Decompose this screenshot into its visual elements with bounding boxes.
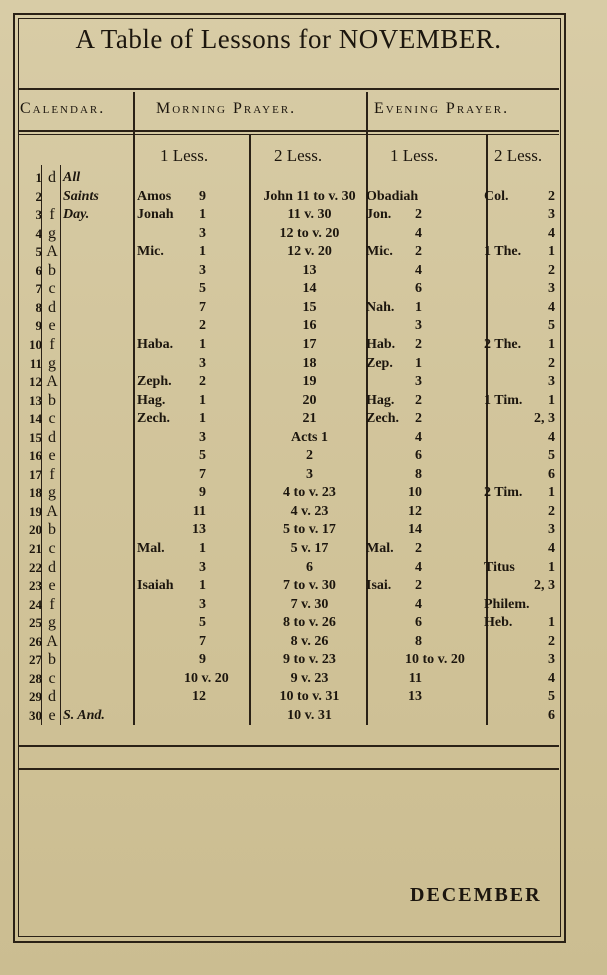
evening-first-chapter: 3 xyxy=(415,374,422,390)
table-row xyxy=(0,558,607,577)
feast-name: All xyxy=(63,170,81,185)
evening-first-chapter: 11 xyxy=(408,670,422,686)
dominical-letter: A xyxy=(46,373,58,391)
morning-first-chapter: 1 xyxy=(199,207,206,223)
table-row xyxy=(0,298,607,317)
day-number: 22 xyxy=(29,559,42,575)
day-number: 4 xyxy=(35,225,42,241)
header-morning-prayer: Morning Prayer. xyxy=(156,100,297,117)
table-row xyxy=(0,409,607,428)
morning-second-lesson: 4 to v. 23 xyxy=(283,485,336,501)
morning-second-lesson: John 11 to v. 30 xyxy=(263,188,356,204)
morning-first-book: Mic. xyxy=(137,244,164,260)
subheader-morning-first: 1 Less. xyxy=(160,146,209,165)
dominical-letter: e xyxy=(48,577,56,595)
table-row xyxy=(0,354,607,373)
dominical-letter: g xyxy=(48,224,56,242)
evening-first-chapter: 2 xyxy=(415,207,422,223)
evening-first-chapter: 10 xyxy=(408,485,422,501)
evening-second-book: 2 Tim. xyxy=(484,485,523,501)
dominical-letter: g xyxy=(48,354,56,372)
table-row xyxy=(0,242,607,261)
morning-first-chapter: 7 xyxy=(199,466,206,482)
evening-second-chapter: 1 xyxy=(548,244,555,260)
evening-first-chapter: 4 xyxy=(415,559,422,575)
subheader-evening-first: 1 Less. xyxy=(390,146,439,165)
evening-first-book: Hag. xyxy=(366,392,395,408)
morning-first-book: Haba. xyxy=(137,336,174,352)
dominical-letter: c xyxy=(48,280,56,298)
morning-second-lesson: 15 xyxy=(302,299,317,315)
evening-second-chapter: 1 xyxy=(548,392,555,408)
header-rule-2 xyxy=(18,134,559,135)
subheader-morning-second: 2 Less. xyxy=(274,146,323,165)
morning-first-chapter: 13 xyxy=(192,522,206,538)
dominical-letter: f xyxy=(49,595,55,613)
morning-first-chapter: 1 xyxy=(199,336,206,352)
evening-first-chapter: 2 xyxy=(415,244,422,260)
evening-second-chapter: 3 xyxy=(548,374,555,390)
header-calendar: Calendar. xyxy=(20,100,106,117)
day-number: 13 xyxy=(29,392,42,408)
evening-second-book: Heb. xyxy=(484,615,513,631)
evening-first-chapter: 2 xyxy=(415,541,422,556)
day-number: 26 xyxy=(29,633,42,649)
table-row xyxy=(0,446,607,465)
day-number: 19 xyxy=(29,503,42,519)
morning-second-lesson: 3 xyxy=(306,466,313,482)
table-row xyxy=(0,539,607,558)
evening-first-book: Mal. xyxy=(366,541,394,556)
dominical-letter: f xyxy=(49,335,55,353)
morning-second-lesson: 10 to v. 31 xyxy=(279,689,340,705)
evening-second-chapter: 4 xyxy=(548,299,555,315)
morning-first-chapter: 3 xyxy=(199,355,206,371)
morning-first-chapter: 3 xyxy=(199,596,206,612)
table-row xyxy=(0,465,607,484)
evening-first-book: Obadiah xyxy=(366,188,419,204)
morning-second-lesson: 9 v. 23 xyxy=(290,670,329,686)
evening-first-chapter: 8 xyxy=(415,633,422,649)
table-row xyxy=(0,502,607,521)
day-number: 8 xyxy=(35,299,42,315)
table-row xyxy=(0,650,607,669)
feast-name: Saints xyxy=(63,188,99,204)
header-rule xyxy=(18,130,559,132)
table-row xyxy=(0,706,607,725)
morning-first-chapter: 9 xyxy=(199,652,206,668)
morning-first-book: Mal. xyxy=(137,541,165,556)
morning-first-book: Zeph. xyxy=(137,374,172,390)
table-row xyxy=(0,483,607,502)
day-number: 28 xyxy=(29,670,42,686)
dominical-letter: d xyxy=(48,298,56,316)
table-row xyxy=(0,669,607,688)
day-number: 1 xyxy=(35,170,42,185)
morning-first-chapter: 3 xyxy=(199,225,206,241)
morning-second-lesson: 8 v. 26 xyxy=(290,633,329,649)
evening-first-chapter: 4 xyxy=(415,225,422,241)
morning-first-book: Amos xyxy=(137,188,172,204)
evening-second-chapter: 2 xyxy=(548,262,555,278)
table-row xyxy=(0,613,607,632)
day-number: 27 xyxy=(29,652,42,668)
evening-second-chapter: 1 xyxy=(548,336,555,352)
morning-second-lesson: 6 xyxy=(306,559,313,575)
day-number: 16 xyxy=(29,448,42,464)
evening-first-chapter: 14 xyxy=(408,522,422,538)
morning-first-chapter: 1 xyxy=(199,411,206,427)
morning-first-chapter: 1 xyxy=(199,244,206,260)
dominical-letter: e xyxy=(48,447,56,465)
evening-first-chapter: 6 xyxy=(415,615,422,631)
table-row xyxy=(0,428,607,447)
morning-first-chapter: 2 xyxy=(199,374,206,390)
day-number: 17 xyxy=(29,466,42,482)
morning-second-lesson: 21 xyxy=(302,411,317,427)
dominical-letter: f xyxy=(49,206,55,224)
day-number: 15 xyxy=(29,429,42,445)
table-row xyxy=(0,687,607,706)
morning-first-book: Isaiah xyxy=(137,578,174,594)
subheader-evening-second: 2 Less. xyxy=(494,146,543,165)
morning-second-lesson: 17 xyxy=(302,336,317,352)
dominical-letter: d xyxy=(48,169,56,186)
evening-first-chapter: 4 xyxy=(415,596,422,612)
day-number: 12 xyxy=(29,374,42,390)
table-row xyxy=(0,316,607,335)
dominical-letter: b xyxy=(48,521,56,539)
morning-second-lesson: 18 xyxy=(302,355,317,371)
day-number: 14 xyxy=(29,411,42,427)
day-number: 2 xyxy=(35,188,42,204)
morning-second-lesson: 16 xyxy=(302,318,317,334)
evening-second-book: 1 Tim. xyxy=(484,392,523,408)
evening-first-chapter: 2 xyxy=(415,336,422,352)
dominical-letter: b xyxy=(48,391,56,409)
table-row xyxy=(0,372,607,391)
dominical-letter: f xyxy=(49,465,55,483)
evening-second-chapter: 6 xyxy=(548,466,555,482)
evening-second-chapter: 3 xyxy=(548,652,555,668)
feast-name: S. And. xyxy=(63,707,105,723)
evening-second-chapter: 2 xyxy=(548,355,555,371)
day-number: 11 xyxy=(29,355,42,371)
dominical-letter: b xyxy=(48,651,56,669)
morning-first-chapter: 1 xyxy=(199,578,206,594)
morning-first-chapter: 7 xyxy=(199,633,206,649)
morning-second-lesson: 4 v. 23 xyxy=(290,503,329,519)
day-number: 29 xyxy=(29,689,42,705)
table-row xyxy=(0,261,607,280)
evening-second-chapter: 1 xyxy=(548,559,555,575)
evening-second-book: Philem. xyxy=(484,596,530,612)
day-number: 20 xyxy=(29,522,42,538)
page-title: A Table of Lessons for NOVEMBER. xyxy=(75,24,502,54)
evening-second-chapter: 4 xyxy=(548,225,555,241)
morning-second-lesson: 20 xyxy=(302,392,317,408)
evening-second-chapter: 3 xyxy=(548,281,555,297)
dominical-letter: e xyxy=(48,317,56,335)
evening-first-chapter: 8 xyxy=(415,466,422,482)
evening-second-chapter: 2 xyxy=(548,188,555,204)
evening-second-chapter: 4 xyxy=(548,541,555,556)
evening-first-chapter: 6 xyxy=(415,281,422,297)
dominical-letter: g xyxy=(48,614,56,632)
dominical-letter: d xyxy=(48,558,56,576)
evening-second-chapter: 2 xyxy=(548,633,555,649)
table-row xyxy=(0,520,607,539)
morning-second-lesson: 5 to v. 17 xyxy=(283,522,336,538)
dominical-letter: d xyxy=(48,428,56,446)
day-number: 10 xyxy=(29,336,42,352)
evening-second-chapter: 2, 3 xyxy=(534,578,555,594)
day-number: 21 xyxy=(29,541,42,556)
dominical-letter: e xyxy=(48,706,56,724)
evening-first-book: Isai. xyxy=(366,578,392,594)
evening-first-chapter: 10 to v. 20 xyxy=(405,652,465,668)
morning-first-chapter: 5 xyxy=(199,448,206,464)
morning-first-chapter: 5 xyxy=(199,281,206,297)
morning-first-chapter: 1 xyxy=(199,541,206,556)
morning-first-chapter: 9 xyxy=(199,485,206,501)
day-number: 18 xyxy=(29,485,42,501)
evening-second-chapter: 3 xyxy=(548,207,555,223)
evening-first-chapter: 13 xyxy=(408,689,422,705)
table-row xyxy=(0,279,607,298)
morning-second-lesson: 13 xyxy=(302,262,317,278)
morning-second-lesson: 5 v. 17 xyxy=(290,541,329,556)
morning-first-book: Jonah xyxy=(137,207,174,223)
table-row xyxy=(0,576,607,595)
table-row xyxy=(0,595,607,614)
evening-second-book: Col. xyxy=(484,188,509,204)
evening-first-book: Hab. xyxy=(366,336,396,352)
dominical-letter: b xyxy=(48,261,56,279)
morning-second-lesson: 12 v. 20 xyxy=(287,244,332,260)
evening-first-book: Jon. xyxy=(366,207,392,223)
evening-first-chapter: 4 xyxy=(415,429,422,445)
title-rule xyxy=(18,88,559,90)
morning-first-chapter: 3 xyxy=(199,429,206,445)
morning-first-book: Hag. xyxy=(137,392,166,408)
day-number: 25 xyxy=(29,615,42,631)
evening-first-chapter: 2 xyxy=(415,578,422,594)
evening-second-chapter: 5 xyxy=(548,689,555,705)
morning-second-lesson: 7 to v. 30 xyxy=(283,578,336,594)
feast-name: Day. xyxy=(63,207,90,223)
morning-second-lesson: 19 xyxy=(302,374,317,390)
dominical-letter: d xyxy=(48,688,56,706)
evening-second-chapter: 3 xyxy=(548,522,555,538)
day-number: 3 xyxy=(35,207,42,223)
dominical-letter: A xyxy=(46,632,58,650)
day-number: 23 xyxy=(29,578,42,594)
morning-first-chapter: 1 xyxy=(199,392,206,408)
dominical-letter: c xyxy=(48,669,56,687)
morning-first-chapter: 10 v. 20 xyxy=(184,670,229,686)
morning-first-chapter: 3 xyxy=(199,559,206,575)
dominical-letter: g xyxy=(48,484,56,502)
morning-second-lesson: 2 xyxy=(306,448,313,464)
table-row xyxy=(0,224,607,243)
morning-second-lesson: 11 v. 30 xyxy=(287,207,332,223)
dominical-letter: c xyxy=(48,540,56,557)
morning-first-chapter: 2 xyxy=(199,318,206,334)
evening-first-chapter: 3 xyxy=(415,318,422,334)
morning-first-chapter: 11 xyxy=(192,503,206,519)
morning-second-lesson: 14 xyxy=(302,281,317,297)
evening-first-book: Nah. xyxy=(366,299,395,315)
evening-second-chapter: 4 xyxy=(548,670,555,686)
morning-first-chapter: 3 xyxy=(199,262,206,278)
evening-first-chapter: 1 xyxy=(415,355,422,371)
morning-first-chapter: 5 xyxy=(199,615,206,631)
day-number: 7 xyxy=(35,281,42,297)
evening-first-chapter: 12 xyxy=(408,503,422,519)
morning-first-book: Zech. xyxy=(137,411,171,427)
dominical-letter: c xyxy=(48,410,56,428)
morning-second-lesson: 10 v. 31 xyxy=(287,707,332,723)
table-bottom-rule xyxy=(18,745,559,747)
evening-second-chapter: 5 xyxy=(548,448,555,464)
catchword: DECEMBER xyxy=(410,884,542,906)
morning-first-chapter: 7 xyxy=(199,299,206,315)
evening-second-book: Titus xyxy=(484,559,515,575)
morning-first-chapter: 9 xyxy=(199,188,206,204)
dominical-letter: A xyxy=(46,502,58,520)
morning-second-lesson: 8 to v. 26 xyxy=(283,615,336,631)
evening-first-book: Mic. xyxy=(366,244,393,260)
evening-second-chapter: 2, 3 xyxy=(534,411,555,427)
evening-first-chapter: 2 xyxy=(415,392,422,408)
evening-first-book: Zep. xyxy=(366,355,393,371)
morning-second-lesson: 7 v. 30 xyxy=(290,596,329,612)
table-row xyxy=(0,168,607,187)
morning-second-lesson: Acts 1 xyxy=(291,429,328,445)
morning-first-chapter: 12 xyxy=(192,689,206,705)
evening-first-book: Zech. xyxy=(366,411,400,427)
day-number: 30 xyxy=(29,707,42,723)
table-row xyxy=(0,391,607,410)
day-number: 24 xyxy=(29,596,42,612)
table-row xyxy=(0,335,607,354)
table-row xyxy=(0,632,607,651)
evening-second-chapter: 5 xyxy=(548,318,555,334)
evening-second-chapter: 1 xyxy=(548,615,555,631)
table-row xyxy=(0,205,607,224)
evening-first-chapter: 4 xyxy=(415,262,422,278)
table-bottom-rule-2 xyxy=(18,768,559,770)
evening-second-chapter: 1 xyxy=(548,485,555,501)
morning-second-lesson: 9 to v. 23 xyxy=(283,652,336,668)
evening-first-chapter: 1 xyxy=(415,299,422,315)
day-number: 6 xyxy=(35,262,42,278)
morning-second-lesson: 12 to v. 20 xyxy=(279,225,340,241)
day-number: 9 xyxy=(35,318,42,334)
evening-second-book: 1 The. xyxy=(484,244,522,260)
day-number: 5 xyxy=(35,244,42,260)
evening-second-book: 2 The. xyxy=(484,336,522,352)
evening-first-chapter: 2 xyxy=(415,411,422,427)
evening-second-chapter: 6 xyxy=(548,707,555,723)
evening-second-chapter: 2 xyxy=(548,503,555,519)
evening-second-chapter: 4 xyxy=(548,429,555,445)
table-row xyxy=(0,187,607,206)
dominical-letter: A xyxy=(46,243,58,261)
header-evening-prayer: Evening Prayer. xyxy=(374,100,510,117)
evening-first-chapter: 6 xyxy=(415,448,422,464)
